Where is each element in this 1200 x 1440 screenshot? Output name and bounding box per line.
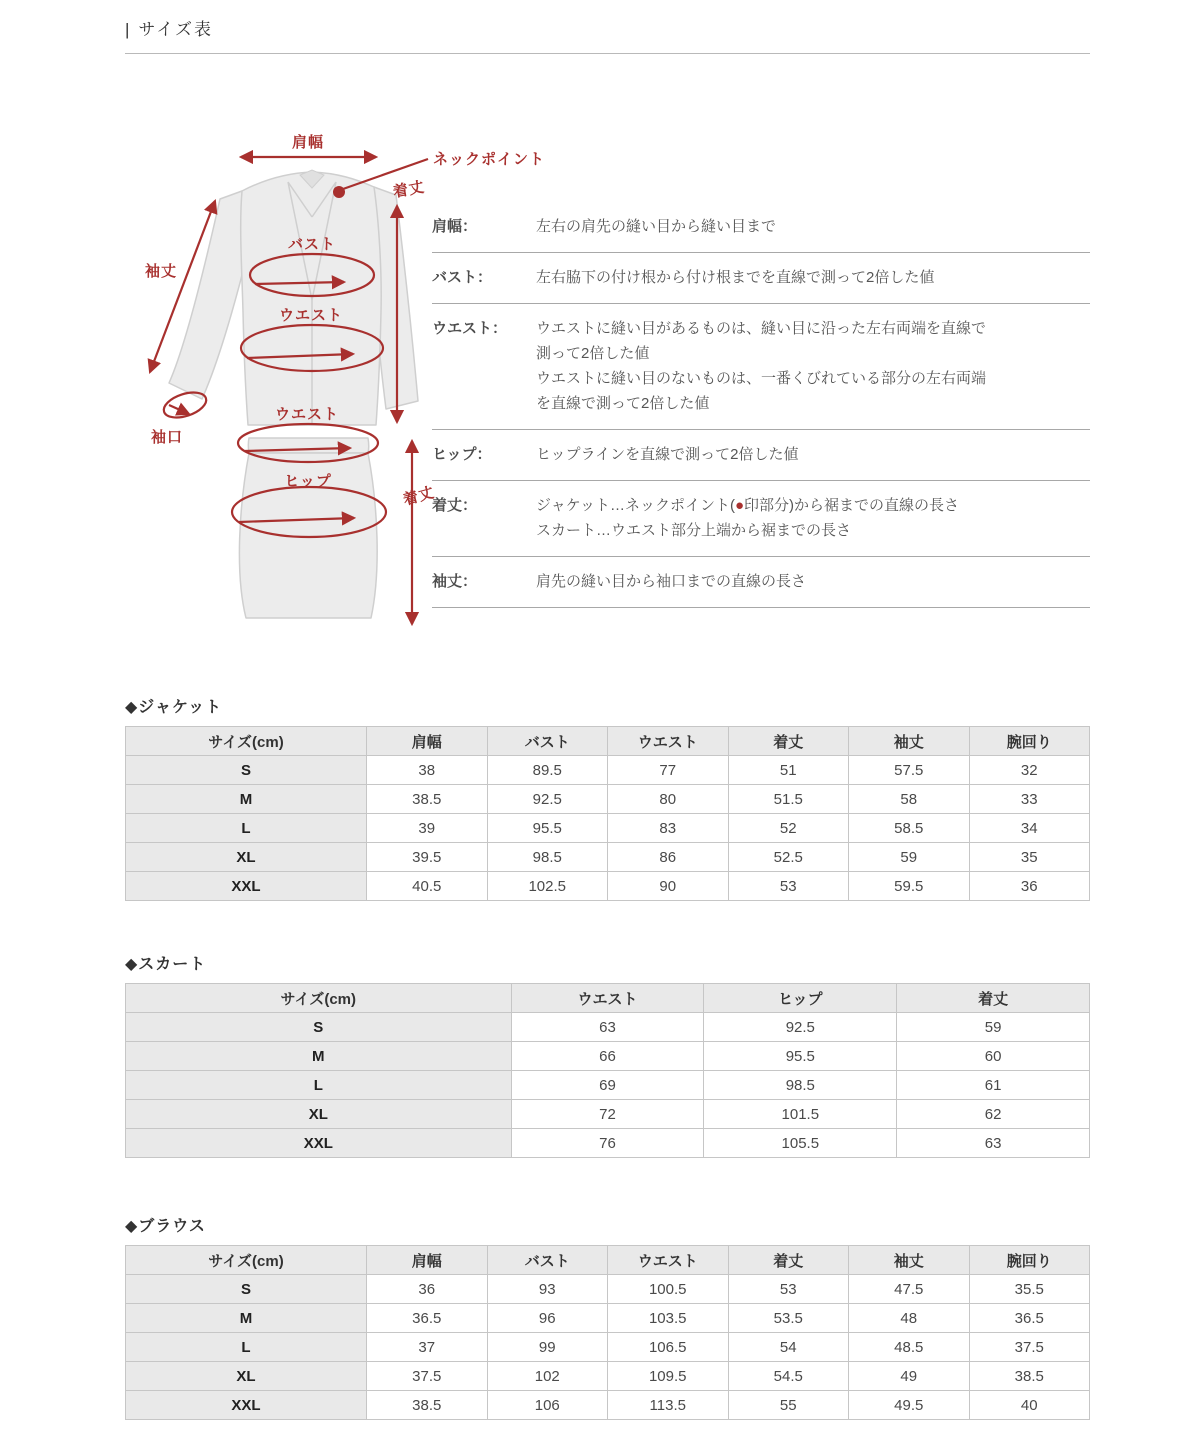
definition-term: ウエスト： (432, 320, 508, 337)
table-row (126, 1333, 1090, 1362)
table-cell: 39.5 (367, 843, 488, 872)
hip-label: ヒップ (284, 473, 332, 490)
neck-point-dot-inline: ● (734, 497, 745, 514)
table-row (126, 1013, 1090, 1042)
table-cell: 58 (849, 785, 970, 814)
table-cell: 51 (728, 756, 849, 785)
cuff-loop (161, 388, 210, 423)
size-label-cell: L (126, 1071, 512, 1100)
table-cell: 60 (897, 1042, 1090, 1071)
size-label-cell: L (126, 1333, 367, 1362)
page-header (125, 0, 1090, 54)
skirt-waist-label: ウエスト (274, 406, 340, 423)
definition-list (432, 202, 1090, 608)
definition-line: 測って2倍した値 (536, 345, 650, 362)
column-header: バスト (487, 727, 608, 756)
measurement-guide (125, 54, 1090, 694)
table-cell: 86 (608, 843, 729, 872)
column-header: サイズ(cm) (126, 984, 512, 1013)
table-cell: 36 (969, 872, 1090, 901)
table-cell: 63 (511, 1013, 704, 1042)
table-cell: 37.5 (969, 1333, 1090, 1362)
jacket-section-title: ◆ジャケット (125, 699, 223, 716)
definition-term: 袖丈： (432, 573, 478, 590)
column-header: 着丈 (897, 984, 1090, 1013)
table-cell: 76 (511, 1129, 704, 1158)
table-cell: 37.5 (367, 1362, 488, 1391)
skirt-section-title: ◆スカート (125, 956, 207, 973)
table-cell: 95.5 (487, 814, 608, 843)
column-header: サイズ(cm) (126, 1246, 367, 1275)
table-cell: 100.5 (608, 1275, 729, 1304)
column-header: 肩幅 (367, 727, 488, 756)
column-header: 袖丈 (849, 1246, 970, 1275)
size-label-cell: S (126, 1013, 512, 1042)
table-row (126, 756, 1090, 785)
column-header: バスト (487, 1246, 608, 1275)
table-cell: 48 (849, 1304, 970, 1333)
table-cell: 48.5 (849, 1333, 970, 1362)
skirt-size-table (125, 983, 1090, 1158)
definition-row-length (432, 481, 1090, 557)
table-cell: 47.5 (849, 1275, 970, 1304)
table-cell: 40.5 (367, 872, 488, 901)
definition-line-pre: ジャケット…ネックポイント( (536, 497, 735, 514)
table-row (126, 785, 1090, 814)
table-cell: 92.5 (704, 1013, 897, 1042)
table-cell: 49 (849, 1362, 970, 1391)
definition-line: 左右の肩先の縫い目から縫い目まで (536, 218, 777, 235)
jacket-size-section (125, 694, 1090, 901)
table-cell: 49.5 (849, 1391, 970, 1420)
table-row (126, 1071, 1090, 1100)
definition-row-shoulder (432, 202, 1090, 253)
size-label-cell: XL (126, 1362, 367, 1391)
definition-line (536, 493, 1090, 518)
size-label-cell: XXL (126, 1129, 512, 1158)
table-cell: 96 (487, 1304, 608, 1333)
blouse-section-title: ◆ブラウス (125, 1218, 206, 1235)
blouse-size-section (125, 1213, 1090, 1420)
table-cell: 102 (487, 1362, 608, 1391)
definition-row-waist (432, 304, 1090, 430)
definition-line: 左右脇下の付け根から付け根までを直線で測って2倍した値 (536, 269, 935, 286)
jacket-waist-label: ウエスト (278, 307, 344, 324)
table-cell: 57.5 (849, 756, 970, 785)
skirt-illustration (239, 438, 377, 618)
definition-row-sleeve (432, 557, 1090, 608)
table-cell: 59.5 (849, 872, 970, 901)
table-cell: 35.5 (969, 1275, 1090, 1304)
table-cell: 37 (367, 1333, 488, 1362)
column-header: ヒップ (704, 984, 897, 1013)
table-row (126, 1100, 1090, 1129)
size-label-cell: S (126, 756, 367, 785)
bust-label: バスト (287, 236, 337, 253)
table-cell: 58.5 (849, 814, 970, 843)
table-cell: 93 (487, 1275, 608, 1304)
table-row (126, 872, 1090, 901)
table-cell: 98.5 (487, 843, 608, 872)
neck-point-label: ネックポイント (433, 151, 546, 168)
table-cell: 53 (728, 1275, 849, 1304)
size-label-cell: XXL (126, 1391, 367, 1420)
table-cell: 69 (511, 1071, 704, 1100)
cuff-arrow (169, 405, 189, 414)
size-label-cell: M (126, 785, 367, 814)
definition-term: 肩幅： (432, 218, 478, 235)
column-header: ウエスト (511, 984, 704, 1013)
column-header: 袖丈 (849, 727, 970, 756)
table-cell: 62 (897, 1100, 1090, 1129)
table-row (126, 1042, 1090, 1071)
definition-line: ウエストに縫い目のないものは、一番くびれている部分の左右両端 (536, 370, 987, 387)
table-cell: 34 (969, 814, 1090, 843)
column-header: サイズ(cm) (126, 727, 367, 756)
jacket-size-table (125, 726, 1090, 901)
column-header: ウエスト (608, 1246, 729, 1275)
table-cell: 66 (511, 1042, 704, 1071)
table-row (126, 1391, 1090, 1420)
table-cell: 36 (367, 1275, 488, 1304)
size-label-cell: M (126, 1042, 512, 1071)
column-header: 腕回り (969, 727, 1090, 756)
jacket-length-label: 着丈 (391, 178, 427, 201)
table-cell: 99 (487, 1333, 608, 1362)
definition-row-bust (432, 253, 1090, 304)
table-row (126, 1304, 1090, 1333)
table-cell: 59 (897, 1013, 1090, 1042)
column-header: 着丈 (728, 727, 849, 756)
table-cell: 109.5 (608, 1362, 729, 1391)
table-header-row (126, 1246, 1090, 1275)
table-cell: 89.5 (487, 756, 608, 785)
table-cell: 83 (608, 814, 729, 843)
table-cell: 36.5 (969, 1304, 1090, 1333)
table-cell: 52 (728, 814, 849, 843)
neck-point-dot (333, 186, 345, 198)
table-cell: 51.5 (728, 785, 849, 814)
page-title: サイズ表 (138, 20, 214, 39)
table-cell: 95.5 (704, 1042, 897, 1071)
table-cell: 90 (608, 872, 729, 901)
table-header-row (126, 727, 1090, 756)
definition-row-hip (432, 430, 1090, 481)
jacket-illustration (169, 170, 418, 425)
table-cell: 113.5 (608, 1391, 729, 1420)
table-cell: 106 (487, 1391, 608, 1420)
table-row (126, 1129, 1090, 1158)
sleeve-length-label: 袖丈 (145, 263, 178, 280)
table-row (126, 843, 1090, 872)
size-label-cell: XL (126, 1100, 512, 1129)
table-cell: 72 (511, 1100, 704, 1129)
definition-line: スカート…ウエスト部分上端から裾までの長さ (536, 522, 852, 539)
column-header: 腕回り (969, 1246, 1090, 1275)
table-cell: 36.5 (367, 1304, 488, 1333)
title-marker: | (125, 20, 132, 39)
skirt-size-section (125, 951, 1090, 1158)
table-header-row (126, 984, 1090, 1013)
table-cell: 52.5 (728, 843, 849, 872)
table-cell: 53.5 (728, 1304, 849, 1333)
column-header: 肩幅 (367, 1246, 488, 1275)
table-cell: 38 (367, 756, 488, 785)
table-cell: 98.5 (704, 1071, 897, 1100)
table-cell: 33 (969, 785, 1090, 814)
definition-term: 着丈： (432, 497, 478, 514)
size-label-cell: M (126, 1304, 367, 1333)
definition-line: を直線で測って2倍した値 (536, 395, 710, 412)
size-label-cell: XL (126, 843, 367, 872)
content-column (125, 0, 1090, 1420)
blouse-size-table (125, 1245, 1090, 1420)
size-label-cell: S (126, 1275, 367, 1304)
table-cell: 40 (969, 1391, 1090, 1420)
definition-term: ヒップ： (432, 446, 492, 463)
table-cell: 38.5 (367, 785, 488, 814)
table-row (126, 1362, 1090, 1391)
table-cell: 54 (728, 1333, 849, 1362)
definition-term: バスト： (432, 269, 493, 286)
table-cell: 35 (969, 843, 1090, 872)
cuff-label: 袖口 (151, 429, 184, 446)
definition-line: 肩先の縫い目から袖口までの直線の長さ (536, 573, 807, 590)
table-cell: 38.5 (969, 1362, 1090, 1391)
table-cell: 80 (608, 785, 729, 814)
table-cell: 101.5 (704, 1100, 897, 1129)
table-cell: 103.5 (608, 1304, 729, 1333)
table-cell: 105.5 (704, 1129, 897, 1158)
table-cell: 55 (728, 1391, 849, 1420)
table-cell: 61 (897, 1071, 1090, 1100)
size-label-cell: L (126, 814, 367, 843)
skirt-length-label: 着丈 (401, 484, 437, 509)
table-cell: 102.5 (487, 872, 608, 901)
definition-line-post: 印部分)から裾までの直線の長さ (744, 497, 960, 514)
table-cell: 32 (969, 756, 1090, 785)
table-cell: 92.5 (487, 785, 608, 814)
table-cell: 53 (728, 872, 849, 901)
column-header: ウエスト (608, 727, 729, 756)
table-cell: 59 (849, 843, 970, 872)
table-cell: 39 (367, 814, 488, 843)
table-row (126, 1275, 1090, 1304)
shoulder-width-label: 肩幅 (291, 134, 325, 151)
column-header: 着丈 (728, 1246, 849, 1275)
table-cell: 63 (897, 1129, 1090, 1158)
definition-line: ウエストに縫い目があるものは、縫い目に沿った左右両端を直線で (536, 320, 987, 337)
table-row (126, 814, 1090, 843)
table-cell: 77 (608, 756, 729, 785)
size-label-cell: XXL (126, 872, 367, 901)
definition-line: ヒップラインを直線で測って2倍した値 (536, 446, 799, 463)
table-cell: 54.5 (728, 1362, 849, 1391)
table-cell: 38.5 (367, 1391, 488, 1420)
table-cell: 106.5 (608, 1333, 729, 1362)
